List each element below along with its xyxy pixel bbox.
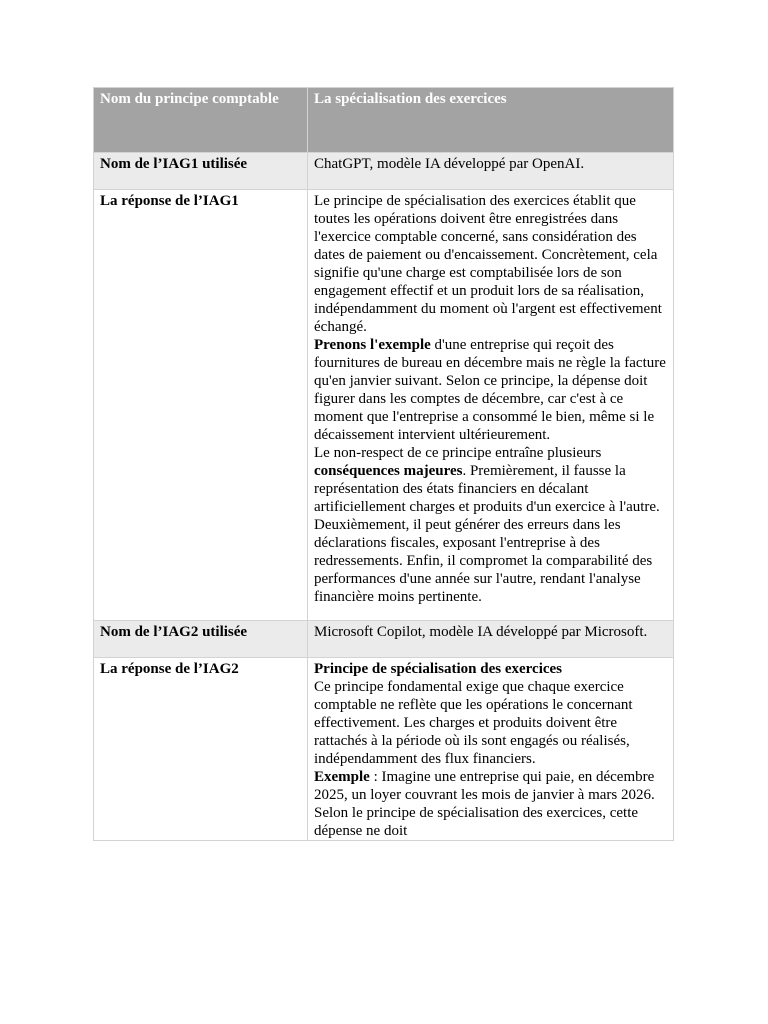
- iag1-paragraph-2: [314, 336, 667, 444]
- iag2-heading: [314, 660, 667, 678]
- table-row-iag1-name: [94, 153, 674, 190]
- iag1-consequences-bold: conséquences majeures: [314, 463, 463, 479]
- iag2-paragraph-2: [314, 768, 667, 840]
- header-principle-value: La spécialisation des exercices: [308, 88, 674, 153]
- iag1-response-cell: [308, 190, 674, 621]
- iag1-consequences-text: . Premièrement, il fausse la représentation des états financiers en décalant artificiellement charges et produits d'un exercice à l'autre. Deuxièmement, il peut générer des erreurs dans les déclarations fiscales, exposant l'entreprise à des redressements. Enfin, il compromet la comparabilité des performances d'une année sur l'autre, rendant l'analyse financière moins pertinente.: [314, 463, 660, 605]
- table-row-iag2-response: [94, 658, 674, 841]
- iag2-example-text: : Imagine une entreprise qui paie, en décembre 2025, un loyer couvrant les mois de janvier à mars 2026. Selon le principe de spécialisation des exercices, cette dépense ne doit: [314, 769, 655, 839]
- table-row-iag2-name: [94, 621, 674, 658]
- iag1-consequences-intro: Le non-respect de ce principe entraîne plusieurs: [314, 445, 602, 461]
- iag1-name-label: Nom de l’IAG1 utilisée: [94, 153, 308, 190]
- iag1-example-lead: Prenons l'exemple: [314, 337, 431, 353]
- iag2-response-cell: [308, 658, 674, 841]
- iag2-example-lead: Exemple: [314, 769, 370, 785]
- iag1-paragraph-3: [314, 444, 667, 606]
- iag2-name-label: Nom de l’IAG2 utilisée: [94, 621, 308, 658]
- iag1-paragraph-1: Le principe de spécialisation des exercices établit que toutes les opérations doivent être enregistrées dans l'exercice comptable concerné, sans considération des dates de paiement ou d'encaissement. Concrètement, cela signifie qu'une charge est comptabilisée lors de son engagement effectif et un produit lors de sa réalisation, indépendamment du moment où l'argent est effectivement échangé.: [314, 193, 662, 335]
- iag1-name-value: ChatGPT, modèle IA développé par OpenAI.: [308, 153, 674, 190]
- iag2-heading-text: Principe de spécialisation des exercices: [314, 661, 563, 677]
- iag2-name-value: Microsoft Copilot, modèle IA développé par Microsoft.: [308, 621, 674, 658]
- iag2-paragraph-1: Ce principe fondamental exige que chaque exercice comptable ne reflète que les opérations le concernant effectivement. Les charges et produits doivent être rattachés à la période où ils sont engagés ou réalisés, indépendamment des flux financiers.: [314, 679, 633, 767]
- header-principle-name: Nom du principe comptable: [94, 88, 308, 153]
- table-row-iag1-response: [94, 190, 674, 621]
- table-header-row: [94, 88, 674, 153]
- iag1-example-text: d'une entreprise qui reçoit des fournitures de bureau en décembre mais ne règle la facture qu'en janvier suivant. Selon ce principe, la dépense doit figurer dans les comptes de décembre, car c'est à ce moment que l'entreprise a consommé le bien, même si le décaissement intervient ultérieurement.: [314, 337, 666, 443]
- iag2-response-label: La réponse de l’IAG2: [94, 658, 308, 841]
- iag1-response-label: La réponse de l’IAG1: [94, 190, 308, 621]
- principle-comparison-table: [93, 87, 674, 841]
